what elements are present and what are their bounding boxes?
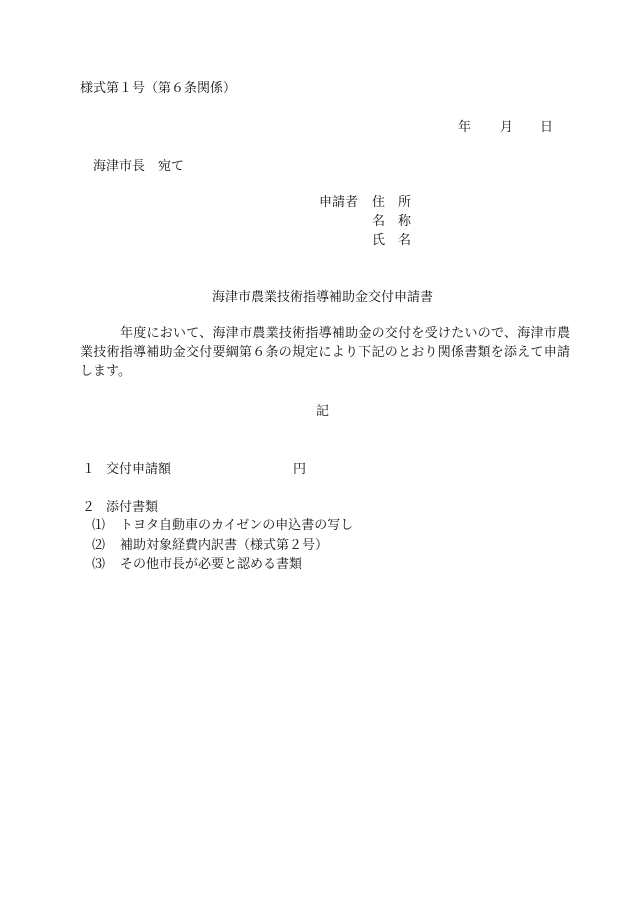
attachment-2-text: 補助対象経費内訳書（様式第２号） [120, 538, 329, 553]
form-number-label: 様式第１号（第６条関係） [80, 81, 237, 96]
date-month-label: 月 [500, 120, 514, 135]
attachment-3-text: その他市長が必要と認める書類 [120, 557, 303, 572]
date-day-label: 日 [540, 120, 554, 135]
applicant-address-label: 住 所 [372, 195, 412, 210]
addressee: 海津市長 宛て [93, 159, 185, 174]
attachment-3-number: ⑶ [92, 557, 106, 572]
item-2-label: 添付書類 [106, 500, 159, 515]
item-2-number: ２ [82, 500, 96, 515]
item-1-label: 交付申請額 [106, 462, 172, 477]
attachment-1-number: ⑴ [92, 518, 106, 533]
body-paragraph: 年度において、海津市農業技術指導補助金の交付を受けたいので、海津市農業技術指導補助金交付要綱第６条の規定により下記のとおり関係書類を添えて申請します。 [80, 326, 570, 379]
item-1-number: １ [82, 462, 96, 477]
applicant-role-label: 申請者 [319, 195, 359, 210]
date-year-label: 年 [458, 120, 472, 135]
item-1-unit: 円 [293, 462, 307, 477]
attachment-2-number: ⑵ [92, 538, 106, 553]
document-title: 海津市農業技術指導補助金交付申請書 [212, 290, 434, 305]
attachment-1-text: トヨタ自動車のカイゼンの申込書の写し [120, 518, 354, 533]
applicant-name-label: 名 称 [372, 214, 412, 229]
applicant-representative-label: 氏 名 [372, 233, 412, 248]
ki-heading: 記 [316, 404, 330, 419]
